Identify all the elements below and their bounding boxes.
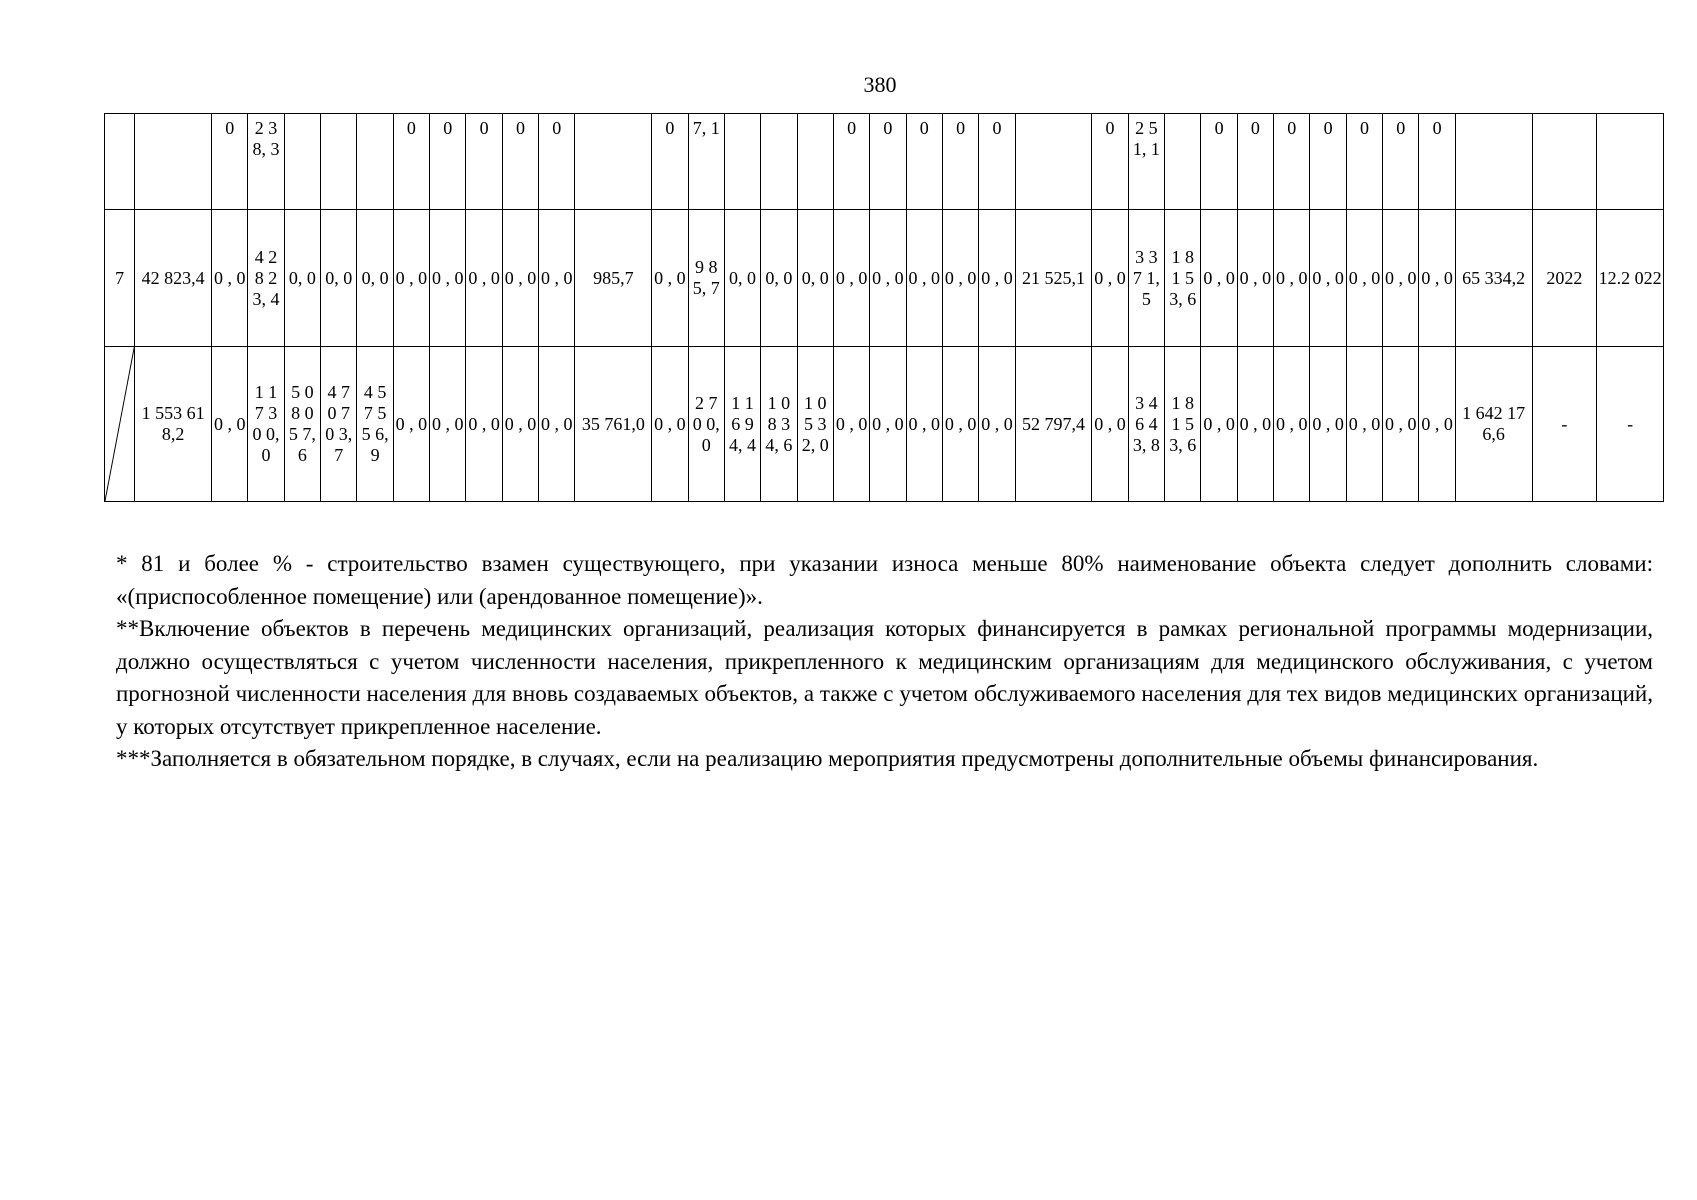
table-cell <box>321 114 357 210</box>
diagonal-line <box>105 347 134 501</box>
table-cell: 0 <box>430 114 466 210</box>
table-cell: 3 4 6 4 3, 8 <box>1128 347 1164 502</box>
table-cell <box>135 114 212 210</box>
page-number: 380 <box>863 72 897 97</box>
table-cell: 0 <box>906 114 942 210</box>
table-cell: 3 3 7 1, 5 <box>1128 210 1164 347</box>
table-cell: 0 <box>539 114 575 210</box>
table-cell: 0 , 0 <box>979 347 1015 502</box>
table-cell <box>105 347 135 502</box>
table-cell <box>1015 114 1092 210</box>
table-cell: 0 , 0 <box>979 210 1015 347</box>
table-cell: 1 8 1 5 3, 6 <box>1165 210 1201 347</box>
table-cell: 0 , 0 <box>430 347 466 502</box>
table-cell: 1 0 5 3 2, 0 <box>797 347 833 502</box>
table-cell <box>1532 114 1597 210</box>
table-cell: 0 <box>942 114 978 210</box>
table-cell: 0 , 0 <box>393 210 429 347</box>
table-cell: 4 7 0 7 0 3, 7 <box>321 347 357 502</box>
table-cell: - <box>1532 347 1597 502</box>
table-cell: 0, 0 <box>724 210 760 347</box>
table-cell: 0 , 0 <box>1201 210 1237 347</box>
table-cell: 0 , 0 <box>1310 347 1346 502</box>
table-cell: 0 <box>833 114 869 210</box>
table-cell: 12.2 022 <box>1597 210 1664 347</box>
table-cell: 0 , 0 <box>1346 347 1382 502</box>
table-cell: 0 , 0 <box>502 210 538 347</box>
table-cell: 1 0 8 3 4, 6 <box>761 347 797 502</box>
table-cell: 0 <box>870 114 906 210</box>
table-cell: 0 , 0 <box>1419 210 1455 347</box>
table-cell: 0 , 0 <box>833 210 869 347</box>
table-cell: 0 , 0 <box>502 347 538 502</box>
table-cell: 0 <box>1092 114 1128 210</box>
table-row <box>105 114 1664 210</box>
table-cell: 0 <box>1237 114 1273 210</box>
table-cell <box>724 114 760 210</box>
table-cell <box>575 114 652 210</box>
footnote-3: ***Заполняется в обязательном порядке, в случаях, если на реализацию мероприятия предусмотрены дополнительные объемы финансирования. <box>116 746 1539 771</box>
table-cell: 65 334,2 <box>1455 210 1532 347</box>
table-cell: 0 , 0 <box>1383 210 1419 347</box>
table-cell: 0 , 0 <box>539 347 575 502</box>
footnote-1: * 81 и более % - строительство взамен существующего, при указании износа меньше 80% наименование объекта следует дополнить словами: «(приспособленное помещение) или (арендованное помещение)». <box>116 551 1653 609</box>
table-cell: 0 <box>502 114 538 210</box>
table-cell: 42 823,4 <box>135 210 212 347</box>
table-cell: 0 , 0 <box>906 210 942 347</box>
table-cell: 0, 0 <box>284 210 320 347</box>
table-cell: 0 , 0 <box>430 210 466 347</box>
table-cell: - <box>1597 347 1664 502</box>
table-cell: 0 , 0 <box>1201 347 1237 502</box>
table-cell: 0 , 0 <box>1383 347 1419 502</box>
table-cell: 0 , 0 <box>1419 347 1455 502</box>
table-cell: 2022 <box>1532 210 1597 347</box>
table-cell: 0 , 0 <box>652 210 688 347</box>
table-cell: 0 <box>1419 114 1455 210</box>
table-cell: 0 <box>1383 114 1419 210</box>
table-cell: 0 , 0 <box>1237 347 1273 502</box>
table-cell: 0 , 0 <box>1092 210 1128 347</box>
table-cell <box>357 114 393 210</box>
table-row <box>105 210 1664 347</box>
table-cell: 1 553 618,2 <box>135 347 212 502</box>
table-cell: 0 , 0 <box>212 347 248 502</box>
table-cell: 0 , 0 <box>1310 210 1346 347</box>
table-cell: 0 <box>1346 114 1382 210</box>
table-cell: 0 , 0 <box>1274 347 1310 502</box>
footnote-2: **Включение объектов в перечень медицинских организаций, реализация которых финансируется в рамках региональной программы модернизации, должно осуществляться с учетом численности населения, прикрепленного к медицинским организациям для медицинского обслуживания, с учетом прогнозной численности населения для вновь создаваемых объектов, а также с учетом обслуживаемого населения для тех видов медицинских организаций, у которых отсутствует прикрепленное население. <box>116 616 1653 739</box>
table-cell: 0 , 0 <box>466 347 502 502</box>
table-cell: 52 797,4 <box>1015 347 1092 502</box>
table-cell: 0 , 0 <box>1274 210 1310 347</box>
table-cell <box>105 114 135 210</box>
table-cell: 0 , 0 <box>652 347 688 502</box>
footnotes <box>116 548 1653 776</box>
financing-table <box>104 113 1664 502</box>
table-cell: 0 <box>212 114 248 210</box>
table-cell: 0 , 0 <box>539 210 575 347</box>
table-cell <box>284 114 320 210</box>
table-cell: 4 5 7 5 5 6, 9 <box>357 347 393 502</box>
table-cell: 21 525,1 <box>1015 210 1092 347</box>
table-cell <box>1597 114 1664 210</box>
table-cell: 0 , 0 <box>942 210 978 347</box>
table-cell: 0 , 0 <box>906 347 942 502</box>
table-cell: 2 3 8, 3 <box>248 114 284 210</box>
table-cell: 1 8 1 5 3, 6 <box>1165 347 1201 502</box>
table-cell <box>761 114 797 210</box>
table-cell: 0, 0 <box>797 210 833 347</box>
table-cell: 0 , 0 <box>1092 347 1128 502</box>
table-cell: 0 , 0 <box>393 347 429 502</box>
table-cell: 1 1 6 9 4, 4 <box>724 347 760 502</box>
table-cell: 0 , 0 <box>870 210 906 347</box>
table-cell: 0 , 0 <box>833 347 869 502</box>
table-cell: 0 <box>1201 114 1237 210</box>
table-cell: 0, 0 <box>761 210 797 347</box>
table-cell: 5 0 8 0 5 7, 6 <box>284 347 320 502</box>
table-cell: 0, 0 <box>357 210 393 347</box>
table-cell: 7 <box>105 210 135 347</box>
table-cell <box>1165 114 1201 210</box>
table-cell: 0, 0 <box>321 210 357 347</box>
table-cell: 9 8 5, 7 <box>688 210 724 347</box>
table-cell: 0 , 0 <box>466 210 502 347</box>
table-cell: 2 5 1, 1 <box>1128 114 1164 210</box>
table-cell: 2 7 0 0, 0 <box>688 347 724 502</box>
table-cell: 0 <box>393 114 429 210</box>
table-cell: 1 642 176,6 <box>1455 347 1532 502</box>
table-cell <box>1455 114 1532 210</box>
table-cell: 0 <box>652 114 688 210</box>
table-cell: 0 , 0 <box>1346 210 1382 347</box>
table-cell: 0 <box>466 114 502 210</box>
table-cell: 0 <box>1310 114 1346 210</box>
table-cell: 35 761,0 <box>575 347 652 502</box>
table-cell <box>797 114 833 210</box>
table-cell: 985,7 <box>575 210 652 347</box>
table-cell: 0 , 0 <box>1237 210 1273 347</box>
table-cell: 0 , 0 <box>870 347 906 502</box>
table-cell: 7, 1 <box>688 114 724 210</box>
table-cell: 4 2 8 2 3, 4 <box>248 210 284 347</box>
table-cell: 1 1 7 3 0 0, 0 <box>248 347 284 502</box>
table-cell: 0 <box>1274 114 1310 210</box>
table-cell: 0 <box>979 114 1015 210</box>
table-row <box>105 347 1664 502</box>
table-cell: 0 , 0 <box>942 347 978 502</box>
table-cell: 0 , 0 <box>212 210 248 347</box>
